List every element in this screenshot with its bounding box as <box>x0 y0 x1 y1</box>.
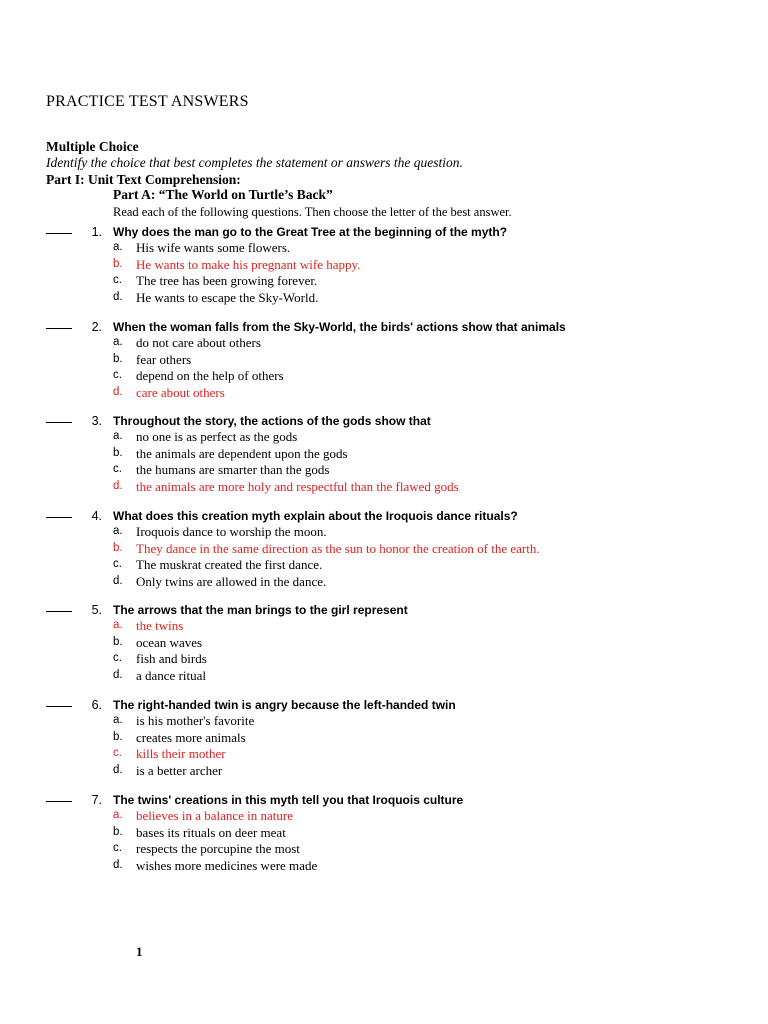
option-letter: a. <box>113 241 123 253</box>
option-letter: d. <box>113 763 123 776</box>
question-number: 7. <box>91 793 102 807</box>
option-text: the animals are dependent upon the gods <box>136 445 348 461</box>
option-text: no one is as perfect as the gods <box>136 429 298 444</box>
question-number: 1. <box>91 225 102 239</box>
option-text: depend on the help of others <box>136 368 284 384</box>
option-text: Iroquois dance to worship the moon. <box>136 524 327 539</box>
option-text: care about others <box>136 384 225 400</box>
question-number: 4. <box>91 509 102 523</box>
option-letter: a. <box>113 336 123 348</box>
answer-blank[interactable] <box>46 706 72 707</box>
option-letter: d. <box>113 479 123 492</box>
section-instruction: Identify the choice that best completes the statement or answers the question. <box>46 155 463 170</box>
answer-blank[interactable] <box>46 611 72 612</box>
option-text: respects the porcupine the most <box>136 841 300 857</box>
option-letter: a. <box>113 430 123 442</box>
subpart-instruction: Read each of the following questions. Then choose the letter of the best answer. <box>113 205 512 219</box>
option-letter: a. <box>113 619 123 631</box>
option-text: The muskrat created the first dance. <box>136 557 323 573</box>
option-letter: b. <box>113 541 123 554</box>
option-letter: a. <box>113 809 123 821</box>
option-text: His wife wants some flowers. <box>136 240 291 255</box>
option-text: The tree has been growing forever. <box>136 273 318 289</box>
option-text: a dance ritual <box>136 667 207 683</box>
option-text: wishes more medicines were made <box>136 857 318 873</box>
option-text: fish and birds <box>136 651 207 667</box>
option-letter: b. <box>113 635 123 648</box>
option-text: is his mother's favorite <box>136 713 255 728</box>
question-text: When the woman falls from the Sky-World, the birds' actions show that animals <box>113 320 566 334</box>
question-number: 5. <box>91 603 102 617</box>
answer-blank[interactable] <box>46 517 72 518</box>
answer-blank[interactable] <box>46 801 72 802</box>
option-text: fear others <box>136 351 192 367</box>
option-text: creates more animals <box>136 729 246 745</box>
option-letter: a. <box>113 525 123 537</box>
question-text: What does this creation myth explain about the Iroquois dance rituals? <box>113 509 518 523</box>
option-letter: b. <box>113 446 123 459</box>
option-letter: d. <box>113 290 123 303</box>
option-letter: c. <box>113 369 122 382</box>
option-letter: d. <box>113 385 123 398</box>
option-text: ocean waves <box>136 634 203 650</box>
option-letter: b. <box>113 730 123 743</box>
option-text: He wants to escape the Sky-World. <box>136 289 319 305</box>
option-text: the humans are smarter than the gods <box>136 462 330 478</box>
option-letter: c. <box>113 842 122 855</box>
question-number: 6. <box>91 698 102 712</box>
option-letter: c. <box>113 558 122 571</box>
question-text: Throughout the story, the actions of the gods show that <box>113 414 431 428</box>
page-number: 1 <box>136 944 143 959</box>
part-heading: Part I: Unit Text Comprehension: <box>46 172 241 187</box>
option-letter: b. <box>113 257 123 270</box>
option-text: kills their mother <box>136 746 226 762</box>
option-letter: c. <box>113 274 122 287</box>
question-number: 3. <box>91 414 102 428</box>
question-text: Why does the man go to the Great Tree at the beginning of the myth? <box>113 225 508 239</box>
option-text: believes in a balance in nature <box>136 808 294 823</box>
page-title: PRACTICE TEST ANSWERS <box>46 93 249 110</box>
section-heading: Multiple Choice <box>46 139 139 154</box>
option-letter: d. <box>113 574 123 587</box>
option-letter: b. <box>113 825 123 838</box>
option-text: the twins <box>136 618 184 633</box>
answer-blank[interactable] <box>46 328 72 329</box>
option-text: is a better archer <box>136 762 223 778</box>
subpart-heading: Part A: “The World on Turtle’s Back” <box>113 187 333 202</box>
question-text: The right-handed twin is angry because the left-handed twin <box>113 698 456 712</box>
option-letter: d. <box>113 858 123 871</box>
option-letter: a. <box>113 714 123 726</box>
option-text: He wants to make his pregnant wife happy. <box>136 256 361 272</box>
option-text: the animals are more holy and respectful than the flawed gods <box>136 478 459 494</box>
question-text: The arrows that the man brings to the girl represent <box>113 603 408 617</box>
option-text: bases its rituals on deer meat <box>136 824 286 840</box>
option-text: do not care about others <box>136 335 261 350</box>
option-letter: c. <box>113 463 122 476</box>
question-text: The twins' creations in this myth tell you that Iroquois culture <box>113 793 464 807</box>
answer-blank[interactable] <box>46 233 72 234</box>
answer-blank[interactable] <box>46 422 72 423</box>
option-letter: c. <box>113 747 122 760</box>
option-text: Only twins are allowed in the dance. <box>136 573 327 589</box>
option-letter: b. <box>113 352 123 365</box>
option-letter: c. <box>113 652 122 665</box>
question-number: 2. <box>91 320 102 334</box>
option-text: They dance in the same direction as the sun to honor the creation of the earth. <box>136 540 540 556</box>
option-letter: d. <box>113 668 123 681</box>
